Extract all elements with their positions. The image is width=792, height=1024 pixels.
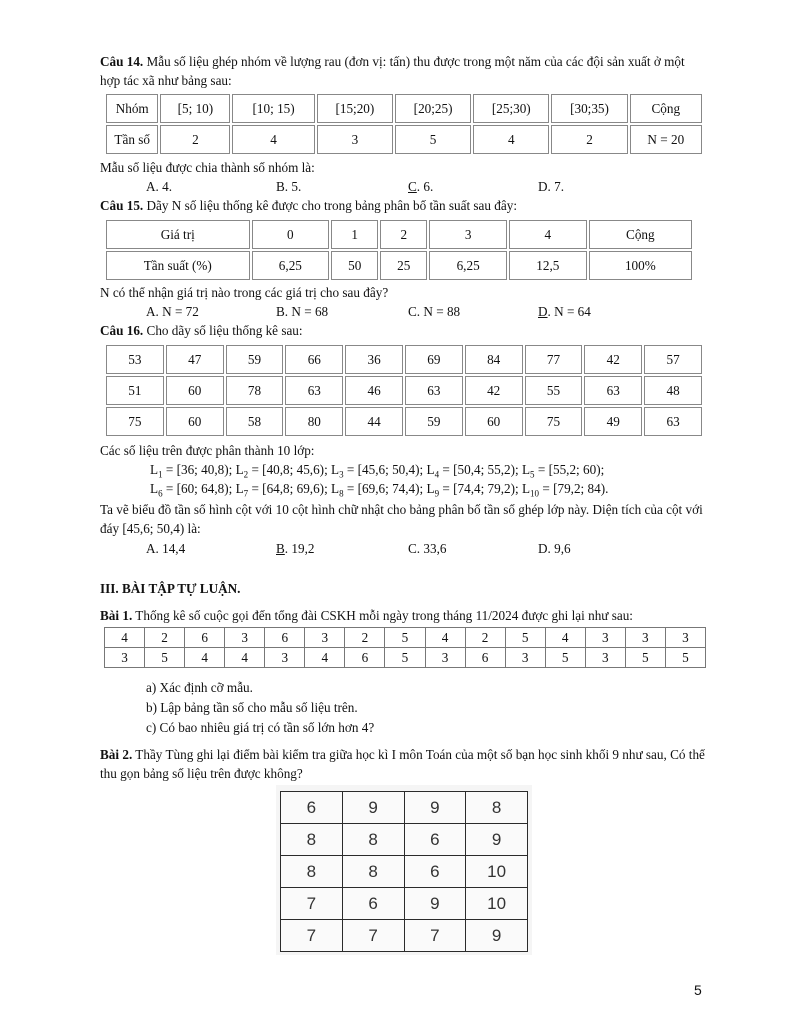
table-cell: 4 [425, 628, 465, 648]
table-cell: 6 [342, 888, 404, 920]
class-index: 2 [243, 469, 249, 480]
bai2-label: Bài 2. [100, 747, 133, 762]
table-cell: 3 [105, 648, 145, 668]
table-cell: 60 [166, 376, 224, 405]
table-cell: 8 [342, 824, 404, 856]
table-cell: 51 [106, 376, 164, 405]
q15-table [104, 218, 694, 282]
table-cell: [10; 15) [232, 94, 314, 123]
class-letter: L [150, 481, 159, 496]
class-index: 8 [339, 488, 344, 499]
bai1-stem [100, 606, 708, 625]
table-cell: 2 [465, 628, 505, 648]
table-cell: 3 [625, 628, 665, 648]
table-cell: [30;35) [551, 94, 627, 123]
table-cell: 2 [345, 628, 385, 648]
q15-text: Dãy N số liệu thống kê được cho trong bảng phân bố tần suất sau đây: [143, 198, 518, 213]
option-d [538, 302, 591, 321]
q14-prompt: Mẫu số liệu được chia thành số nhóm là: [100, 160, 315, 175]
table-cell: [15;20) [317, 94, 393, 123]
class-range: = [55,2; 60); [534, 462, 605, 477]
correct-answer-letter: C [408, 179, 417, 194]
table-cell: Tần suất (%) [106, 251, 250, 280]
table-cell: 100% [589, 251, 692, 280]
class-letter: L [235, 481, 244, 496]
q16-table [104, 343, 704, 438]
option-c [408, 177, 433, 196]
option-c-text: . 6. [416, 179, 434, 194]
option-d: D. 7. [538, 179, 565, 194]
class-letter: L [331, 462, 340, 477]
score-table-image [276, 785, 532, 955]
bai1-table [104, 627, 706, 668]
option-b: B. N = 68 [276, 304, 329, 319]
table-row [106, 251, 692, 280]
table-cell: Cộng [589, 220, 692, 249]
table-cell: 42 [465, 376, 523, 405]
table-cell: Giá trị [106, 220, 250, 249]
table-cell: 8 [281, 824, 343, 856]
table-cell: 10 [466, 856, 528, 888]
class-index: 7 [243, 488, 249, 499]
class-range: = [40,8; 45,6); [248, 462, 332, 477]
class-range: = [69,6; 74,4); [343, 481, 427, 496]
table-cell: 47 [166, 345, 224, 374]
table-row [105, 628, 706, 648]
table-cell: 59 [226, 345, 284, 374]
table-cell: 6,25 [252, 251, 330, 280]
table-cell: 57 [644, 345, 702, 374]
table-cell: 3 [665, 628, 705, 648]
table-cell: 3 [425, 648, 465, 668]
bai1-item-a: a) Xác định cỡ mẫu. [146, 680, 253, 695]
table-cell: 44 [345, 407, 403, 436]
table-cell: 42 [584, 345, 642, 374]
table-cell: 63 [644, 407, 702, 436]
table-cell: 0 [252, 220, 330, 249]
correct-answer-letter: D [538, 304, 548, 319]
table-cell: 1 [331, 220, 378, 249]
q14-stem [100, 52, 708, 90]
q14-label: Câu 14. [100, 54, 144, 69]
table-cell: 3 [505, 648, 545, 668]
class-index: 5 [530, 469, 535, 480]
table-cell: 7 [342, 920, 404, 952]
class-letter: L [426, 481, 435, 496]
table-cell: 8 [281, 856, 343, 888]
table-cell: [20;25) [395, 94, 471, 123]
table-row [281, 920, 528, 952]
table-cell: 69 [405, 345, 463, 374]
table-cell: 4 [509, 220, 587, 249]
table-cell: 50 [331, 251, 378, 280]
table-cell: 3 [317, 125, 393, 154]
table-cell: 60 [465, 407, 523, 436]
class-range: = [50,4; 55,2); [439, 462, 522, 477]
class-range: = [79,2; 84). [539, 481, 609, 496]
table-cell: 6 [404, 856, 466, 888]
table-cell: 5 [545, 648, 585, 668]
class-index: 6 [158, 488, 163, 499]
bai1-item-c: c) Có bao nhiêu giá trị có tần số lớn hơn 4? [146, 720, 375, 735]
q16-intro: Các số liệu trên được phân thành 10 lớp: [100, 443, 315, 458]
table-cell: 3 [265, 648, 305, 668]
bai2-table [280, 791, 528, 952]
table-cell: 25 [380, 251, 427, 280]
table-row [281, 888, 528, 920]
option-c: C. 33,6 [408, 541, 447, 556]
table-cell: 75 [525, 407, 583, 436]
class-letter: L [521, 462, 531, 477]
table-cell: 9 [404, 888, 466, 920]
section-heading: III. BÀI TẬP TỰ LUẬN. [100, 581, 241, 596]
table-row [106, 345, 702, 374]
class-index: 4 [434, 469, 440, 480]
q16-options [146, 539, 706, 558]
class-index: 9 [434, 488, 440, 499]
table-cell: 9 [466, 920, 528, 952]
q15-options [146, 302, 706, 321]
table-cell: [25;30) [473, 94, 549, 123]
table-cell: 77 [525, 345, 583, 374]
table-cell: 36 [345, 345, 403, 374]
table-cell: 4 [305, 648, 345, 668]
q15-prompt: N có thể nhận giá trị nào trong các giá trị cho sau đây? [100, 285, 389, 300]
table-cell: 46 [345, 376, 403, 405]
table-row [281, 824, 528, 856]
table-cell: 84 [465, 345, 523, 374]
table-row [106, 220, 692, 249]
table-cell: 59 [405, 407, 463, 436]
q15-label: Câu 15. [100, 198, 144, 213]
table-cell: 9 [404, 792, 466, 824]
option-d-text: . N = 64 [547, 304, 591, 319]
option-c: C. N = 88 [408, 304, 461, 319]
table-cell: 6 [281, 792, 343, 824]
table-cell: Tần số [106, 125, 158, 154]
option-b-text: . 19,2 [284, 541, 315, 556]
class-range: = [45,6; 50,4); [343, 462, 427, 477]
table-cell: 80 [285, 407, 343, 436]
bai1-text: Thống kê số cuộc gọi đến tổng đài CSKH mỗi ngày trong tháng 11/2024 được ghi lại như sau: [132, 608, 633, 623]
table-cell: 4 [185, 648, 225, 668]
table-cell: 5 [665, 648, 705, 668]
q14-table [104, 92, 704, 156]
class-letter: L [426, 462, 435, 477]
table-cell: 10 [466, 888, 528, 920]
table-row [105, 648, 706, 668]
q14-options [146, 177, 706, 196]
bai1-item-b: b) Lập bảng tần số cho mẫu số liệu trên. [146, 700, 358, 715]
table-cell: Cộng [630, 94, 702, 123]
table-cell: 9 [466, 824, 528, 856]
table-cell: 8 [466, 792, 528, 824]
table-row [106, 376, 702, 405]
table-cell: 63 [405, 376, 463, 405]
class-range: = [36; 40,8); [162, 462, 236, 477]
table-cell: 6 [345, 648, 385, 668]
q16-label: Câu 16. [100, 323, 144, 338]
class-range: = [64,8; 69,6); [248, 481, 332, 496]
table-cell: 6 [404, 824, 466, 856]
class-range: = [74,4; 79,2); [439, 481, 522, 496]
class-letter: L [331, 481, 340, 496]
q16-tail: Ta vẽ biểu đồ tần số hình cột với 10 cột hình chữ nhật cho bảng phân bố tần số ghép lớp này. Diện tích của cột với đáy [45,6; 50,4) là: [100, 502, 703, 536]
q14-text: Mẫu số liệu ghép nhóm về lượng rau (đơn vị: tấn) thu được trong một năm của các đội sản xuất ở một hợp tác xã như bảng sau: [100, 54, 685, 88]
table-cell: 3 [305, 628, 345, 648]
table-cell: 8 [342, 856, 404, 888]
table-cell: 5 [385, 628, 425, 648]
table-cell: 63 [584, 376, 642, 405]
table-row [281, 792, 528, 824]
table-cell: 12,5 [509, 251, 587, 280]
option-a: A. 14,4 [146, 541, 186, 556]
table-row [106, 125, 702, 154]
table-cell: Nhóm [106, 94, 158, 123]
table-cell: 4 [545, 628, 585, 648]
table-cell: 6,25 [429, 251, 507, 280]
table-cell: 5 [505, 628, 545, 648]
table-cell: N = 20 [630, 125, 702, 154]
option-b [276, 539, 314, 558]
table-cell: [5; 10) [160, 94, 230, 123]
correct-answer-letter: B [276, 541, 285, 556]
table-cell: 49 [584, 407, 642, 436]
class-index: 1 [158, 469, 163, 480]
table-cell: 4 [225, 648, 265, 668]
table-cell: 60 [166, 407, 224, 436]
table-cell: 5 [395, 125, 471, 154]
table-cell: 4 [105, 628, 145, 648]
class-index: 10 [530, 488, 540, 499]
table-cell: 6 [265, 628, 305, 648]
table-cell: 6 [185, 628, 225, 648]
class-index: 3 [339, 469, 344, 480]
table-cell: 4 [473, 125, 549, 154]
class-range: = [60; 64,8); [162, 481, 236, 496]
option-b: B. 5. [276, 179, 302, 194]
table-cell: 7 [281, 920, 343, 952]
table-cell: 53 [106, 345, 164, 374]
bai2-text: Thầy Tùng ghi lại điểm bài kiểm tra giữa học kì I môn Toán của một số bạn học sinh khối 9 như sau, Có thể thu gọn bảng số liệu trên được không? [100, 747, 705, 781]
table-row [281, 856, 528, 888]
page-number: 5 [694, 982, 702, 998]
class-letter: L [235, 462, 244, 477]
table-cell: 2 [551, 125, 627, 154]
bai1-label: Bài 1. [100, 608, 133, 623]
table-cell: 58 [226, 407, 284, 436]
table-cell: 78 [226, 376, 284, 405]
table-cell: 55 [525, 376, 583, 405]
table-cell: 3 [225, 628, 265, 648]
table-cell: 7 [404, 920, 466, 952]
table-cell: 6 [465, 648, 505, 668]
option-d: D. 9,6 [538, 541, 571, 556]
table-cell: 3 [429, 220, 507, 249]
class-letter: L [150, 462, 159, 477]
table-cell: 3 [585, 628, 625, 648]
table-cell: 66 [285, 345, 343, 374]
option-a: A. N = 72 [146, 304, 199, 319]
q15-stem [100, 196, 708, 215]
table-row [106, 407, 702, 436]
table-cell: 2 [380, 220, 427, 249]
table-cell: 7 [281, 888, 343, 920]
table-cell: 5 [625, 648, 665, 668]
table-cell: 63 [285, 376, 343, 405]
table-row [106, 94, 702, 123]
class-letter: L [521, 481, 531, 496]
q16-stem [100, 321, 708, 340]
bai2-stem [100, 745, 708, 783]
table-cell: 9 [342, 792, 404, 824]
table-cell: 2 [145, 628, 185, 648]
option-a: A. 4. [146, 179, 173, 194]
table-cell: 48 [644, 376, 702, 405]
table-cell: 4 [232, 125, 314, 154]
table-cell: 2 [160, 125, 230, 154]
table-cell: 3 [585, 648, 625, 668]
table-cell: 5 [385, 648, 425, 668]
q16-text: Cho dãy số liệu thống kê sau: [143, 323, 303, 338]
table-cell: 5 [145, 648, 185, 668]
table-cell: 75 [106, 407, 164, 436]
